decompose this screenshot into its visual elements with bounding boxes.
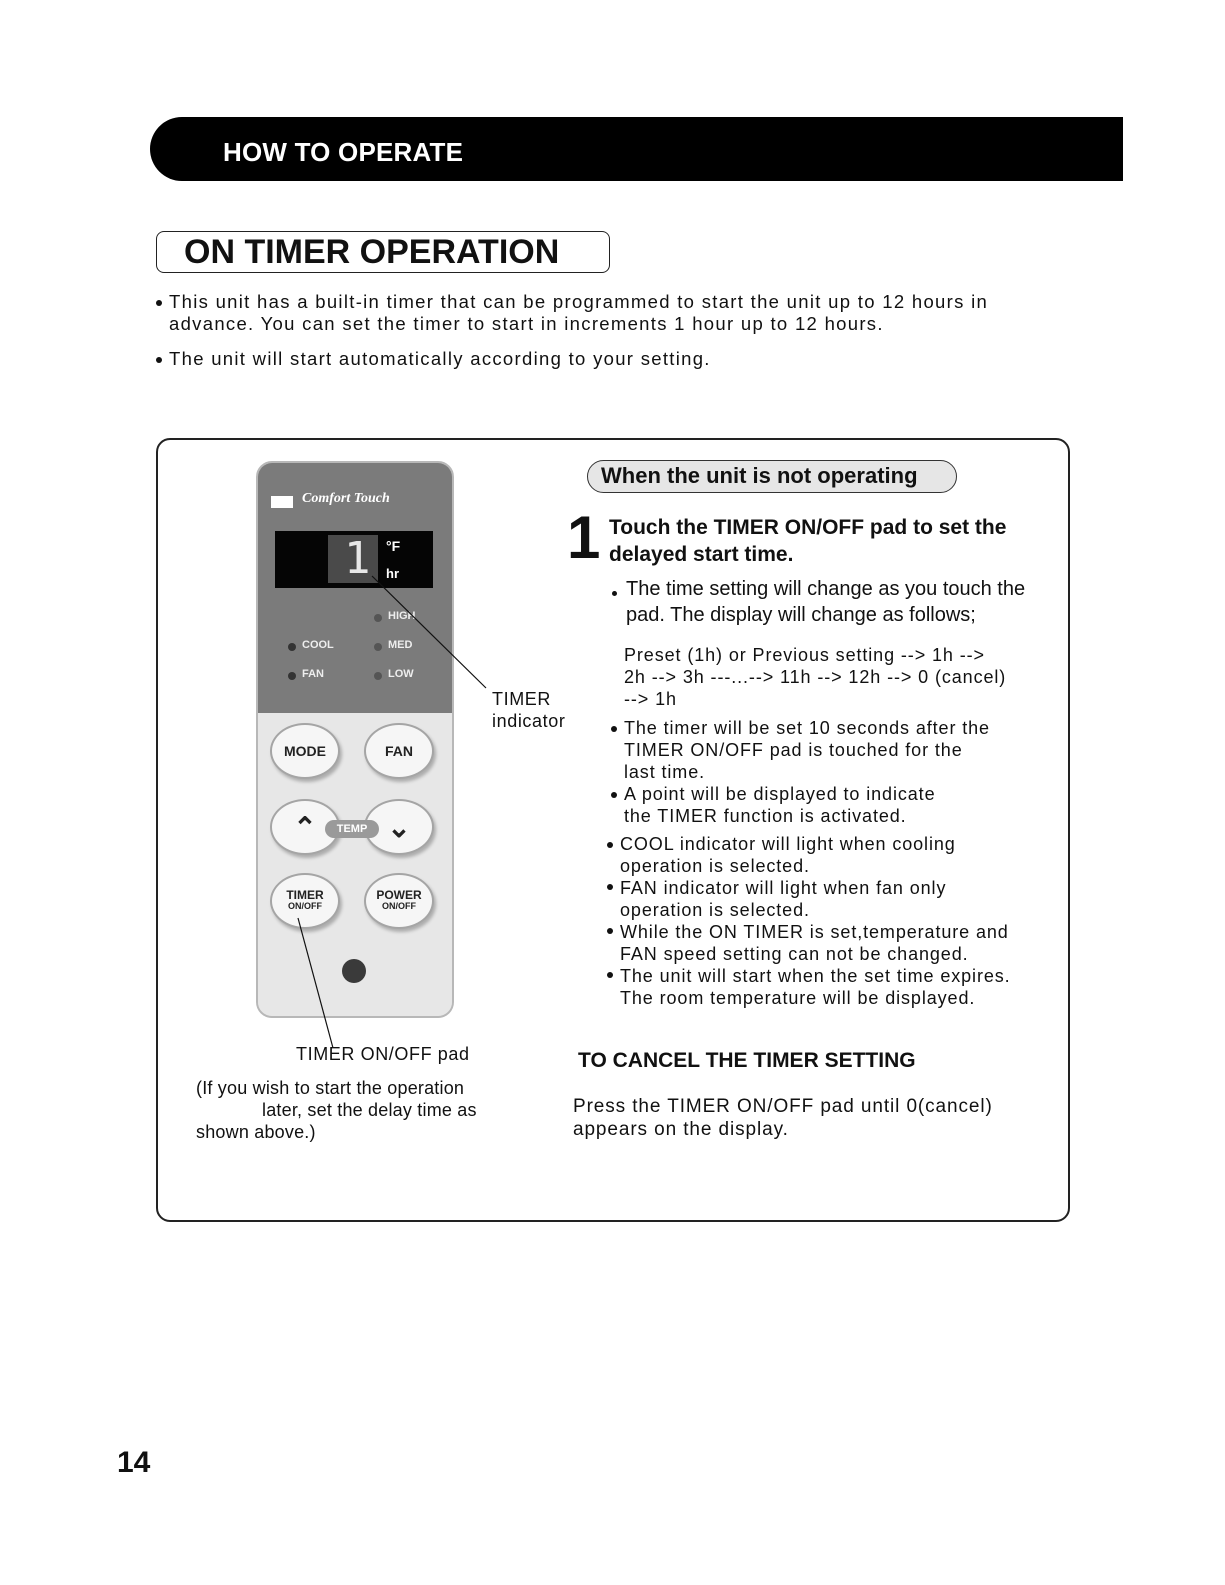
- timer-pad-label: TIMER ON/OFF pad: [296, 1044, 470, 1064]
- note5-line1: While the ON TIMER is set,temperature and: [620, 922, 1009, 942]
- note3-line2: operation is selected.: [620, 856, 810, 876]
- power-button-sublabel: ON/OFF: [382, 901, 416, 911]
- note5-line2: FAN speed setting can not be changed.: [620, 944, 969, 964]
- header-title: HOW TO OPERATE: [223, 137, 464, 167]
- power-button-label: POWER: [376, 888, 422, 902]
- step-number: 1: [567, 504, 601, 571]
- display-unit-f: °F: [386, 538, 401, 554]
- display-unit-hr: hr: [386, 566, 399, 581]
- note1-line2: TIMER ON/OFF pad is touched for the: [624, 740, 963, 760]
- step-heading-line1: Touch the TIMER ON/OFF pad to set the: [609, 516, 1007, 539]
- timer-indicator-leader-line: [372, 576, 486, 688]
- note3-line1: COOL indicator will light when cooling: [620, 834, 956, 854]
- page-number: 14: [117, 1446, 151, 1479]
- cancel-heading: TO CANCEL THE TIMER SETTING: [578, 1049, 916, 1072]
- note-line1: (If you wish to start the operation: [196, 1078, 465, 1098]
- brand-name: Comfort Touch: [302, 491, 390, 506]
- intro-bullet2: The unit will start automatically according to your setting.: [169, 348, 711, 369]
- timer-button-label: TIMER: [286, 888, 324, 902]
- sub-bullet-line2: pad. The display will change as follows;: [626, 604, 976, 626]
- led-label-low: LOW: [388, 668, 414, 680]
- led-label-cool: COOL: [302, 639, 334, 651]
- bullet-dot: [607, 972, 613, 978]
- condition-pill-text: When the unit is not operating: [601, 463, 918, 488]
- note-line2: later, set the delay time as: [262, 1100, 477, 1120]
- note2-line2: the TIMER function is activated.: [624, 806, 907, 826]
- intro-bullet1-line2: advance. You can set the timer to start in increments 1 hour up to 12 hours.: [169, 313, 884, 334]
- sub-bullet-line1: The time setting will change as you touch the: [626, 578, 1026, 600]
- note6-line1: The unit will start when the set time expires.: [620, 966, 1011, 986]
- note4-line2: operation is selected.: [620, 900, 810, 920]
- note4-line1: FAN indicator will light when fan only: [620, 878, 947, 898]
- timer-indicator-label-line1: TIMER: [492, 689, 551, 709]
- cancel-line2: appears on the display.: [573, 1119, 789, 1140]
- cancel-line1: Press the TIMER ON/OFF pad until 0(cancel): [573, 1096, 993, 1117]
- bullet-dot: [611, 792, 617, 798]
- sequence-line2: 2h --> 3h ---...--> 11h --> 12h --> 0 (cancel): [624, 667, 1007, 687]
- sequence-line3: --> 1h: [624, 689, 677, 709]
- timer-pad-leader-line: [298, 918, 333, 1048]
- sequence-line1: Preset (1h) or Previous setting --> 1h -->: [624, 645, 985, 665]
- led-label-fan: FAN: [302, 668, 324, 680]
- timer-button-sublabel: ON/OFF: [288, 901, 322, 911]
- note-line3: shown above.): [196, 1122, 316, 1142]
- chevron-up-icon: ⌃: [293, 811, 317, 843]
- note2-line1: A point will be displayed to indicate: [624, 784, 936, 804]
- note6-line2: The room temperature will be displayed.: [620, 988, 976, 1008]
- led-label-med: MED: [388, 639, 413, 651]
- section-title: ON TIMER OPERATION: [184, 233, 560, 271]
- chevron-down-icon: ⌄: [387, 811, 411, 843]
- bullet-dot: [607, 884, 613, 890]
- step-heading-line2: delayed start time.: [609, 543, 794, 566]
- mode-button[interactable]: MODE: [270, 723, 340, 779]
- note1-line1: The timer will be set 10 seconds after the: [624, 718, 990, 738]
- bullet-dot: [612, 591, 617, 596]
- bullet-dot: [607, 842, 613, 848]
- display-digit: 1: [344, 533, 371, 584]
- note1-line3: last time.: [624, 762, 706, 782]
- timer-indicator-label-line2: indicator: [492, 711, 566, 731]
- led-label-high: HIGH: [388, 610, 416, 622]
- intro-bullet1-line1: This unit has a built-in timer that can be programmed to start the unit up to 12 hours in: [169, 291, 989, 312]
- bullet-dot: [607, 928, 613, 934]
- fan-button[interactable]: FAN: [364, 723, 434, 779]
- bullet-dot: [611, 726, 617, 732]
- temp-label-badge: TEMP: [325, 820, 379, 838]
